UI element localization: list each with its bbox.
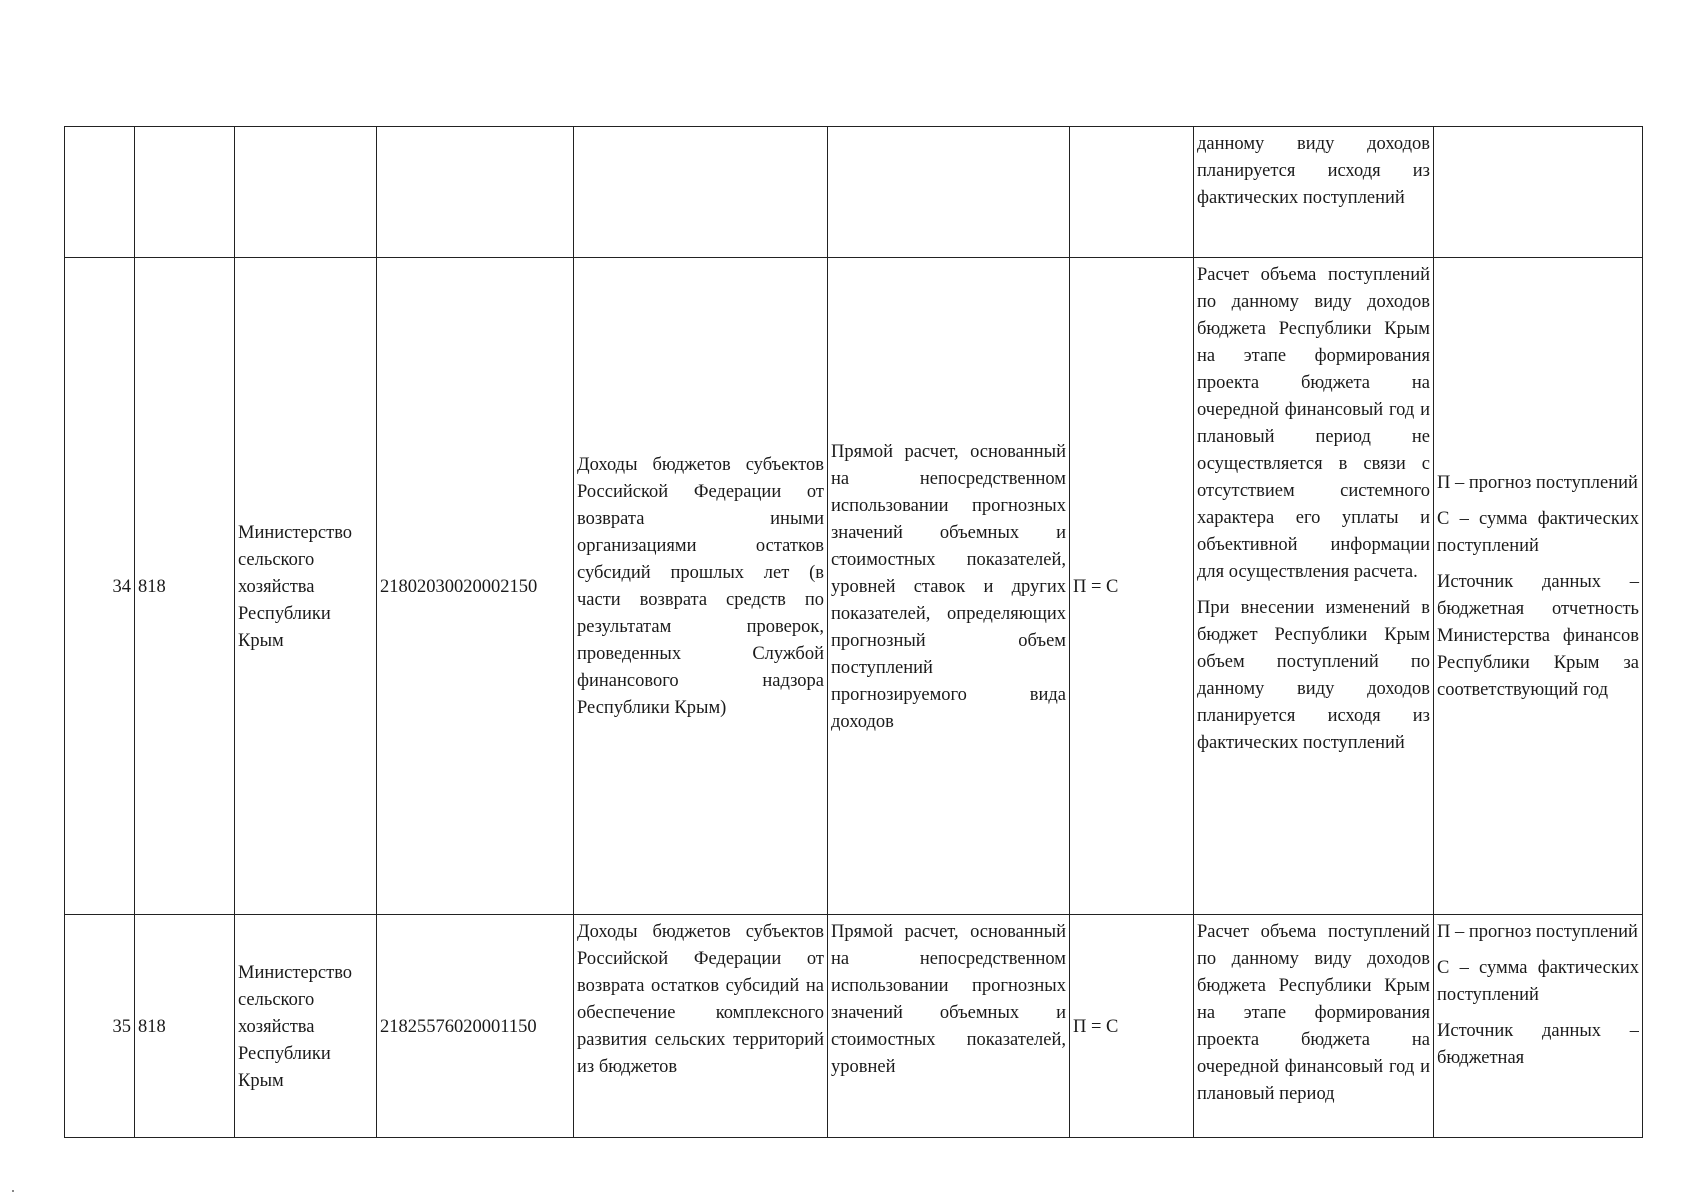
cell-kbk xyxy=(377,127,574,258)
note-actual-sum: С – сумма фактических поступлений xyxy=(1437,509,1639,556)
cell-algorithm xyxy=(1194,127,1434,258)
calc-method-text: Прямой расчет, основанный на непосредственном использовании прогнозных значений объемных и стоимостных показателей, уровней xyxy=(831,922,1066,1077)
row-number: 34 xyxy=(65,258,135,915)
cell-no xyxy=(65,127,135,258)
algorithm-text-tail: данному виду доходов планируется исходя из фактических поступлений xyxy=(1197,134,1430,208)
note-data-source: Источник данных – бюджетная xyxy=(1437,1021,1639,1068)
cell-income-name xyxy=(574,127,828,258)
formula: П = С xyxy=(1070,258,1194,915)
income-name: Доходы бюджетов субъектов Российской Федерации от возврата иными организациями остатков субсидий прошлых лет (в части возврата средств по результатам проверок, проведенных Службой финансового надзора Республики Крым) xyxy=(574,258,828,915)
table-row-continued xyxy=(65,127,1643,258)
calc-method xyxy=(828,915,1070,1138)
income-name-text: Доходы бюджетов субъектов Российской Федерации от возврата остатков субсидий на обеспечение комплексного развития сельских территорий из бюджетов xyxy=(577,922,824,1077)
note-actual-sum: С – сумма фактических поступлений xyxy=(1437,958,1639,1005)
cell-notes xyxy=(1434,127,1643,258)
revenue-forecast-table xyxy=(64,126,1643,1138)
kbk-code: 21802030020002150 xyxy=(377,258,574,915)
algorithm-text-amendment: При внесении изменений в бюджет Республики Крым объем поступлений по данному виду доходов планируется исходя из фактических поступлений xyxy=(1197,598,1430,753)
admin-code: 818 xyxy=(135,258,235,915)
row-number: 35 xyxy=(65,915,135,1138)
scan-speck xyxy=(12,1190,14,1192)
calc-method: Прямой расчет, основанный на непосредственном использовании прогнозных значений объемных и стоимостных показателей, уровней ставок и других показателей, определяющих прогнозный объем поступлений прогнозируемого вида доходов xyxy=(828,258,1070,915)
admin-name: Министерство сельского хозяйства Республики Крым xyxy=(235,258,377,915)
admin-code: 818 xyxy=(135,915,235,1138)
cell-notes xyxy=(1434,915,1643,1138)
cell-algorithm xyxy=(1194,915,1434,1138)
note-data-source: Источник данных – бюджетная отчетность Министерства финансов Республики Крым за соответствующий год xyxy=(1437,572,1639,700)
note-forecast: П – прогноз поступлений xyxy=(1437,922,1638,942)
admin-name: Министерство сельского хозяйства Республики Крым xyxy=(235,915,377,1138)
cell-admin-name xyxy=(235,127,377,258)
notes-wrap xyxy=(1437,919,1639,1072)
formula: П = С xyxy=(1070,915,1194,1138)
kbk-code: 21825576020001150 xyxy=(377,915,574,1138)
note-forecast: П – прогноз поступлений xyxy=(1437,473,1638,493)
cell-notes xyxy=(1434,258,1643,915)
cell-formula xyxy=(1070,127,1194,258)
table-row xyxy=(65,915,1643,1138)
cell-algorithm xyxy=(1194,258,1434,915)
algorithm-text: Расчет объема поступлений по данному виду доходов бюджета Республики Крым на этапе формирования проекта бюджета на очередной финансовый год и плановый период xyxy=(1197,922,1430,1104)
algorithm-text: Расчет объема поступлений по данному виду доходов бюджета Республики Крым на этапе формирования проекта бюджета на очередной финансовый год и плановый период не осуществляется в связи с отсутствием системного характера его уплаты и объективной информации для осуществления расчета. xyxy=(1197,265,1430,582)
cell-admin-code xyxy=(135,127,235,258)
table-row xyxy=(65,258,1643,915)
income-name xyxy=(574,915,828,1138)
cell-method xyxy=(828,127,1070,258)
